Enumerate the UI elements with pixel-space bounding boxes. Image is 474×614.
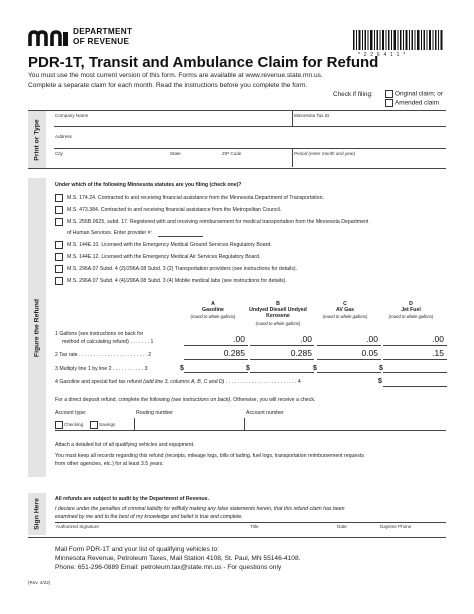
provider-number-field[interactable]	[158, 236, 203, 237]
amended-claim-label: Amended claim	[395, 99, 440, 107]
line3-label: 3 Multiply line 1 by line 2 . . . . . . . . . . . 3	[55, 366, 148, 372]
line3-field-b[interactable]	[250, 372, 314, 373]
signature-label: Authorized Signature	[56, 524, 99, 529]
line2-value-d: .15	[432, 348, 444, 358]
address-field[interactable]	[54, 133, 446, 147]
direct-deposit-b: (see instructions on back)	[171, 397, 231, 403]
mail-instructions-2: Minnesota Revenue, Petroleum Taxes, Mail Station 4108, St. Paul, MN 55146-4108.	[55, 555, 301, 562]
attach-note: Attach a detailed list of all qualifying vehicles and equipment.	[55, 442, 195, 448]
dept-line2: OF REVENUE	[73, 37, 130, 46]
department-logo-text	[73, 27, 132, 47]
line3-field-c[interactable]	[317, 372, 381, 373]
direct-deposit-text	[55, 397, 315, 403]
barcode-number: * 2 2 6 4 1 1 *	[358, 52, 407, 58]
state-field[interactable]	[168, 157, 218, 167]
figure-the-refund-sidebar	[28, 178, 46, 477]
statute-checkbox-6[interactable]	[55, 265, 63, 273]
column-b-header	[243, 301, 313, 319]
statute-checkbox-4[interactable]	[55, 241, 63, 249]
date-label: Date	[337, 524, 347, 529]
column-c-name: AV Gas	[335, 307, 355, 313]
original-claim-checkbox[interactable]	[385, 90, 393, 98]
line2-label: 2 Tax rate . . . . . . . . . . . . . . . . . . . . . . . . 2	[55, 352, 152, 358]
column-c-sub: (round to whole gallons)	[322, 314, 368, 319]
audit-notice: All refunds are subject to audit by the Department of Revenue.	[55, 496, 209, 502]
column-b-letter: B	[276, 301, 280, 307]
column-d-sub: (round to whole gallons)	[388, 314, 434, 319]
revision-date: (Rev. 4/22)	[28, 580, 51, 585]
statute-checkbox-3[interactable]	[55, 218, 63, 226]
field-rule	[55, 522, 446, 523]
direct-deposit-c: . Otherwise, you will receive a check.	[230, 397, 316, 403]
subtitle-line1: You must use the most current version of this form. Forms are available at www.revenue.state.mn.us.	[28, 72, 323, 79]
statute-label-6: M.S. 296A.07 Subd. 4 (2)/296A.08 Subd. 3 (2) Transportation providers (see instructions for details).	[67, 266, 298, 272]
column-d-header	[376, 301, 446, 313]
column-d-letter: D	[409, 301, 413, 307]
company-name-field[interactable]	[54, 112, 292, 126]
daytime-phone-label: Daytime Phone	[380, 524, 412, 529]
statute-checkbox-7[interactable]	[55, 277, 63, 285]
checking-checkbox[interactable]	[55, 421, 63, 429]
zip-field[interactable]	[220, 157, 290, 167]
line3-dollar-c: $	[313, 365, 317, 372]
line1-label-a: 1 Gallons (see instructions on back for	[55, 331, 144, 337]
statute-label-5: M.S. 144E.12. Licensed with the Emergency Medical Air Services Regulatory Board.	[67, 254, 261, 260]
savings-checkbox[interactable]	[90, 421, 98, 429]
mn-logo-icon	[28, 30, 70, 47]
statute-label-2: M.S. 473.384. Contracted to and receiving financial assistance from the Metropolitan Council.	[67, 207, 282, 213]
sign-here-sidebar	[28, 493, 46, 535]
mn-tax-id-field[interactable]	[293, 112, 446, 126]
routing-number-field[interactable]	[136, 418, 240, 430]
original-claim-label: Original claim; or	[395, 90, 443, 98]
line1-value-c: .00	[366, 334, 378, 344]
column-b-name: Undyed Diesel/ Undyed Kerosene	[249, 307, 307, 319]
company-name-label: Company Name	[55, 113, 89, 118]
barcode-icon	[353, 30, 443, 50]
line2-field-b[interactable]	[250, 359, 314, 360]
line3-field-a[interactable]	[184, 372, 248, 373]
column-a-sub: (round to whole gallons)	[190, 314, 236, 319]
column-a-letter: A	[211, 301, 215, 307]
records-note-b: from other agencies, etc.) for at least 3.5 years.	[55, 461, 164, 467]
field-rule	[54, 126, 446, 127]
line1-value-a: .00	[233, 334, 245, 344]
statute-label-3: M.S. 256B.0625, subd. 17. Registered with and receiving reimbursement for medical transportation from the Minnesota Department	[67, 219, 369, 225]
statute-checkbox-2[interactable]	[55, 206, 63, 214]
form-title: PDR-1T, Transit and Ambulance Claim for Refund	[28, 54, 379, 71]
check-if-filing-label: Check if filing:	[333, 91, 373, 98]
line1-label-b: method of calculating refund) . . . . . . . 1	[62, 339, 154, 345]
field-rule	[54, 148, 446, 149]
line3-dollar-a: $	[180, 365, 184, 372]
line1-field-b[interactable]	[250, 345, 314, 346]
line1-value-b: .00	[300, 334, 312, 344]
subtitle-line2: Complete a separate claim for each month. Read the instructions before you complete the form.	[28, 82, 308, 89]
line2-field-a[interactable]	[184, 359, 248, 360]
account-number-label: Account number	[246, 410, 284, 416]
title-label: Title	[250, 524, 259, 529]
line1-field-a[interactable]	[184, 345, 248, 346]
line4-dollar: $	[378, 378, 382, 385]
line3-dollar-d: $	[379, 365, 383, 372]
mail-instructions-1: Mail Form PDR-1T and your list of qualifying vehicles to:	[55, 546, 220, 553]
section-divider	[28, 537, 446, 538]
amended-claim-checkbox[interactable]	[385, 99, 393, 107]
line1-field-d[interactable]	[383, 345, 447, 346]
declaration-line2: examined by me and to the best of my knowledge and belief is true and complete.	[55, 514, 243, 520]
section-divider	[28, 168, 446, 169]
city-label: City	[55, 151, 63, 156]
address-label: Address	[55, 134, 72, 139]
human-services-label: of Human Services. Enter provider #:	[67, 230, 153, 236]
zip-label: ZIP Code	[222, 151, 242, 156]
statute-label-7: M.S. 296A.07 Subd. 4 (4)/296A.08 Subd. 3 (4) Mobile medical labs (see instructions for details).	[67, 278, 287, 284]
amended-claim-option[interactable]	[385, 99, 439, 107]
dept-line1: DEPARTMENT	[73, 27, 133, 36]
line1-value-d: .00	[432, 334, 444, 344]
line4-dots: . . . . . . . . . . . . . . . . . . . . . . . . . 4	[225, 379, 301, 385]
line4-total-field[interactable]	[383, 386, 447, 387]
account-number-field[interactable]	[246, 418, 446, 430]
column-b-sub: (round to whole gallons)	[255, 321, 301, 326]
line3-field-d[interactable]	[383, 372, 447, 373]
figure-the-refund-label: Figure the Refund	[33, 298, 41, 357]
checking-label: Checking	[64, 422, 84, 427]
line2-field-d[interactable]	[383, 359, 447, 360]
line2-value-b: 0.285	[290, 348, 312, 358]
column-c-header	[310, 301, 380, 313]
period-field[interactable]	[293, 157, 446, 167]
field-separator	[244, 418, 245, 430]
print-or-type-label: Print or Type	[33, 118, 41, 161]
original-claim-option[interactable]	[385, 90, 443, 98]
statute-label-4: M.S. 144E.10. Licensed with the Emergency Medical Ground Services Regulatory Board.	[67, 242, 272, 248]
section-divider	[28, 110, 446, 111]
mn-tax-id-label: Minnesota Tax ID	[294, 113, 330, 118]
line2-value-c: 0.05	[361, 348, 378, 358]
state-label: State	[170, 151, 181, 156]
account-type-label: Account type:	[55, 410, 87, 416]
field-separator	[134, 418, 135, 430]
records-note-a: You must keep all records regarding this refund (receipts, mileage logs, bills of lading, fuel logs, transportation reimbursement requests	[55, 453, 364, 459]
statute-checkbox-1[interactable]	[55, 194, 63, 202]
direct-deposit-a: For a direct deposit refund, complete the following	[55, 397, 170, 403]
statute-label-1: M.S. 174.24. Contracted to and receiving financial assistance from the Minnesota Department of Transportation.	[67, 195, 324, 201]
statute-question: Under which of the following Minnesota statutes are you filing (check one)?	[55, 182, 242, 188]
line2-field-c[interactable]	[317, 359, 381, 360]
line3-dollar-b: $	[246, 365, 250, 372]
city-field[interactable]	[54, 157, 164, 167]
print-or-type-sidebar	[28, 111, 46, 168]
line1-field-c[interactable]	[317, 345, 381, 346]
column-a-header	[178, 301, 248, 313]
routing-number-label: Routing number	[136, 410, 173, 416]
column-d-name: Jet Fuel	[401, 307, 421, 313]
savings-label: Savings	[99, 422, 116, 427]
contact-info: Phone: 651-296-0889 Email: petroleum.tax@state.mn.us - For questions only	[55, 564, 282, 571]
column-c-letter: C	[343, 301, 347, 307]
line4-label	[55, 379, 301, 385]
statute-checkbox-5[interactable]	[55, 253, 63, 261]
column-a-name: Gasoline	[202, 307, 224, 313]
declaration-line1: I declare under the penalties of criminal liability for willfully making any false statements herein, that this refund claim has been	[55, 506, 345, 512]
line2-value-a: 0.285	[223, 348, 245, 358]
field-rule	[55, 430, 446, 431]
line4-italic-text: (add line 3, columns A, B, C and D)	[143, 379, 225, 385]
line4-text: 4 Gasoline and special fuel tax refund	[55, 379, 142, 385]
period-label: Period (enter month and year)	[294, 151, 356, 156]
sign-here-label: Sign Here	[33, 498, 41, 530]
